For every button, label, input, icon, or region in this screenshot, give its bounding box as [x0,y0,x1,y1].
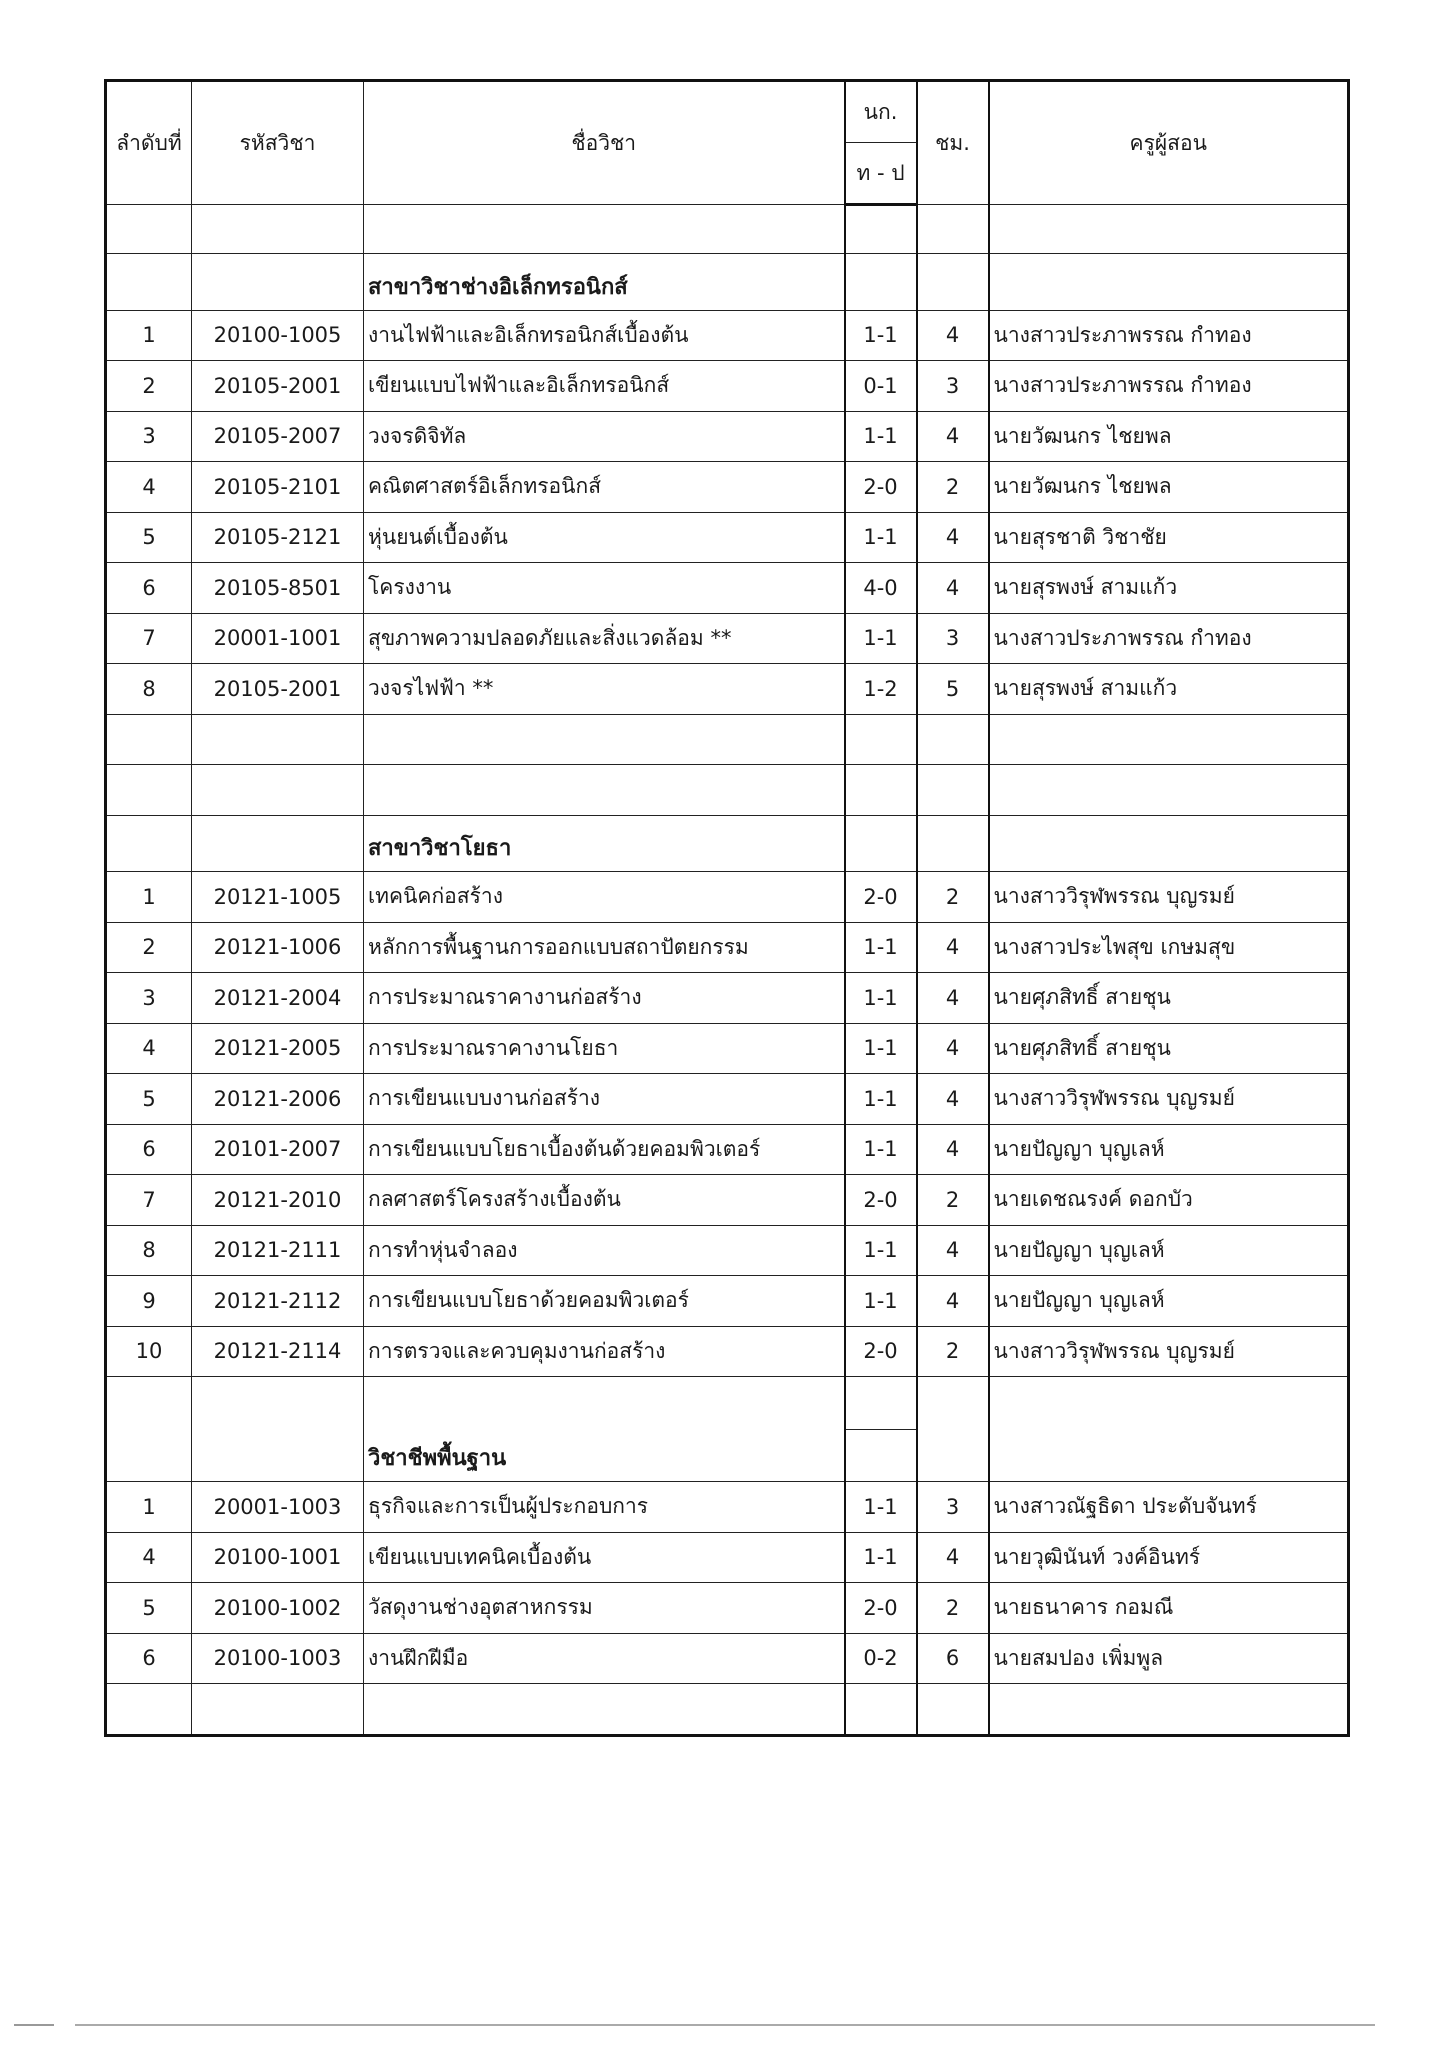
theory-practice-cell: 1-1 [845,1124,917,1175]
course-table [104,79,1350,1737]
empty-cell [989,765,1349,816]
table-row [106,1532,1349,1583]
table-row [106,1175,1349,1226]
table-row [106,1482,1349,1533]
table-body [106,205,1349,1736]
table-row [106,1124,1349,1175]
section-title: สาขาวิชาโยธา [364,815,845,872]
seq-cell: 3 [106,973,192,1024]
course-name-cell: งานฝึกฝีมือ [364,1633,845,1684]
hours-cell: 3 [917,613,989,664]
table-row [106,462,1349,513]
empty-cell [364,1684,845,1736]
empty-cell [845,1684,917,1736]
hours-cell: 3 [917,1482,989,1533]
course-code-cell: 20001-1003 [192,1482,364,1533]
seq-cell: 4 [106,1532,192,1583]
seq-cell: 8 [106,1225,192,1276]
course-code-cell: 20121-2004 [192,973,364,1024]
table-row [106,664,1349,715]
table-row [106,922,1349,973]
seq-cell: 7 [106,1175,192,1226]
course-code-cell: 20105-2007 [192,411,364,462]
course-code-cell: 20121-2006 [192,1074,364,1125]
course-code-cell: 20121-2114 [192,1326,364,1377]
hours-cell: 2 [917,1175,989,1226]
table-row [106,361,1349,412]
empty-cell [917,1684,989,1736]
hours-cell: 4 [917,1276,989,1327]
header-hours: ชม. [917,81,989,205]
course-name-cell: การตรวจและควบคุมงานก่อสร้าง [364,1326,845,1377]
teacher-cell: นายสุรชาติ วิชาชัย [989,512,1349,563]
seq-cell: 1 [106,1482,192,1533]
hours-cell: 4 [917,310,989,361]
header-teacher: ครูผู้สอน [989,81,1349,205]
teacher-cell: นางสาวประไพสุข เกษมสุข [989,922,1349,973]
course-code-cell: 20100-1001 [192,1532,364,1583]
empty-cell [192,1377,364,1482]
header-theory-practice: ท - ป [845,143,917,205]
seq-cell: 6 [106,1633,192,1684]
empty-cell [106,714,192,765]
theory-practice-cell: 1-1 [845,411,917,462]
hours-cell: 4 [917,922,989,973]
teacher-cell: นายเดชณรงค์ ดอกบัว [989,1175,1349,1226]
theory-practice-cell: 1-1 [845,1023,917,1074]
section-header-row [106,815,1349,872]
teacher-cell: นายศุภสิทธิ์ สายชุน [989,1023,1349,1074]
hours-cell: 4 [917,411,989,462]
blank-row [106,714,1349,765]
course-name-cell: วงจรดิจิทัล [364,411,845,462]
course-code-cell: 20121-2005 [192,1023,364,1074]
seq-cell: 7 [106,613,192,664]
scan-artifact-line [75,2024,1375,2026]
course-code-cell: 20105-2001 [192,664,364,715]
teacher-cell: นางสาวประภาพรรณ กำทอง [989,310,1349,361]
course-code-cell: 20121-1005 [192,872,364,923]
theory-practice-cell: 0-1 [845,361,917,412]
hours-cell: 5 [917,664,989,715]
table-row [106,563,1349,614]
empty-cell [845,1377,917,1482]
course-code-cell: 20121-2111 [192,1225,364,1276]
seq-cell: 5 [106,1583,192,1634]
course-name-cell: วัสดุงานช่างอุตสาหกรรม [364,1583,845,1634]
seq-cell: 4 [106,462,192,513]
table-row [106,1225,1349,1276]
teacher-cell: นางสาวประภาพรรณ กำทอง [989,361,1349,412]
table-row [106,411,1349,462]
course-name-cell: การเขียนแบบงานก่อสร้าง [364,1074,845,1125]
teacher-cell: นางสาวประภาพรรณ กำทอง [989,613,1349,664]
course-code-cell: 20001-1001 [192,613,364,664]
course-name-cell: เขียนแบบเทคนิคเบื้องต้น [364,1532,845,1583]
empty-cell [917,815,989,872]
course-name-cell: การประมาณราคางานโยธา [364,1023,845,1074]
teacher-cell: นายปัญญา บุญเลห์ [989,1124,1349,1175]
empty-cell [106,815,192,872]
header-seq: ลำดับที่ [106,81,192,205]
empty-cell [106,1684,192,1736]
table-row [106,1326,1349,1377]
teacher-cell: นายวุฒินันท์ วงค์อินทร์ [989,1532,1349,1583]
blank-row [106,1684,1349,1736]
theory-practice-cell: 1-1 [845,613,917,664]
theory-practice-cell: 2-0 [845,1326,917,1377]
empty-cell [192,714,364,765]
hours-cell: 4 [917,563,989,614]
seq-cell: 9 [106,1276,192,1327]
theory-practice-cell: 1-1 [845,1482,917,1533]
teacher-cell: นายวัฒนกร ไชยพล [989,411,1349,462]
table-row [106,613,1349,664]
course-name-cell: สุขภาพความปลอดภัยและสิ่งแวดล้อม ** [364,613,845,664]
hours-cell: 2 [917,1583,989,1634]
hours-cell: 4 [917,1023,989,1074]
course-code-cell: 20105-2101 [192,462,364,513]
table-row [106,512,1349,563]
table-row [106,1023,1349,1074]
theory-practice-cell: 1-1 [845,1276,917,1327]
empty-cell [917,1377,989,1482]
course-schedule-sheet [104,79,1347,1737]
teacher-cell: นายวัฒนกร ไชยพล [989,462,1349,513]
empty-cell [917,765,989,816]
theory-practice-cell: 2-0 [845,1175,917,1226]
empty-cell [106,1377,192,1482]
seq-cell: 2 [106,361,192,412]
course-name-cell: วงจรไฟฟ้า ** [364,664,845,715]
theory-practice-cell: 0-2 [845,1633,917,1684]
scan-artifact-line [14,2024,54,2026]
table-row [106,1633,1349,1684]
seq-cell: 1 [106,310,192,361]
course-code-cell: 20100-1005 [192,310,364,361]
theory-practice-cell: 1-1 [845,512,917,563]
hours-cell: 4 [917,1074,989,1125]
teacher-cell: นายธนาคาร กอมณี [989,1583,1349,1634]
table-row [106,872,1349,923]
course-code-cell: 20100-1002 [192,1583,364,1634]
header-credit: นก. [845,81,917,143]
theory-practice-cell: 1-2 [845,664,917,715]
empty-cell [917,205,989,254]
teacher-cell: นางสาววิรุฬพรรณ บุญรมย์ [989,1326,1349,1377]
course-code-cell: 20105-2001 [192,361,364,412]
seq-cell: 8 [106,664,192,715]
empty-cell [192,1684,364,1736]
theory-practice-cell: 1-1 [845,1225,917,1276]
empty-cell [364,765,845,816]
hours-cell: 4 [917,1225,989,1276]
empty-cell [989,1684,1349,1736]
section-header-row [106,254,1349,311]
table-row [106,973,1349,1024]
course-code-cell: 20121-2010 [192,1175,364,1226]
teacher-cell: นางสาววิรุฬพรรณ บุญรมย์ [989,1074,1349,1125]
course-name-cell: โครงงาน [364,563,845,614]
empty-cell [989,254,1349,311]
theory-practice-cell: 2-0 [845,1583,917,1634]
table-row [106,1583,1349,1634]
empty-cell [106,205,192,254]
hours-cell: 2 [917,462,989,513]
course-name-cell: การเขียนแบบโยธาด้วยคอมพิวเตอร์ [364,1276,845,1327]
teacher-cell: นางสาวณัฐธิดา ประดับจันทร์ [989,1482,1349,1533]
table-row [106,310,1349,361]
course-name-cell: หุ่นยนต์เบื้องต้น [364,512,845,563]
seq-cell: 5 [106,512,192,563]
empty-cell [192,815,364,872]
theory-practice-cell: 2-0 [845,462,917,513]
table-row [106,1276,1349,1327]
empty-cell [192,254,364,311]
hours-cell: 6 [917,1633,989,1684]
seq-cell: 3 [106,411,192,462]
teacher-cell: นางสาววิรุฬพรรณ บุญรมย์ [989,872,1349,923]
teacher-cell: นายปัญญา บุญเลห์ [989,1276,1349,1327]
empty-cell [845,815,917,872]
course-name-cell: งานไฟฟ้าและอิเล็กทรอนิกส์เบื้องต้น [364,310,845,361]
cell-divider [846,1429,916,1430]
seq-cell: 6 [106,1124,192,1175]
empty-cell [192,205,364,254]
seq-cell: 10 [106,1326,192,1377]
hours-cell: 2 [917,872,989,923]
teacher-cell: นายสุรพงษ์ สามแก้ว [989,664,1349,715]
teacher-cell: นายปัญญา บุญเลห์ [989,1225,1349,1276]
course-code-cell: 20100-1003 [192,1633,364,1684]
header-code: รหัสวิชา [192,81,364,205]
empty-cell [917,254,989,311]
course-name-cell: คณิตศาสตร์อิเล็กทรอนิกส์ [364,462,845,513]
course-code-cell: 20121-1006 [192,922,364,973]
course-code-cell: 20121-2112 [192,1276,364,1327]
empty-cell [989,205,1349,254]
course-code-cell: 20105-2121 [192,512,364,563]
empty-cell [845,765,917,816]
hours-cell: 2 [917,1326,989,1377]
empty-cell [364,714,845,765]
empty-cell [364,205,845,254]
empty-cell [989,714,1349,765]
theory-practice-cell: 1-1 [845,973,917,1024]
course-name-cell: การเขียนแบบโยธาเบื้องต้นด้วยคอมพิวเตอร์ [364,1124,845,1175]
section-title: สาขาวิชาช่างอิเล็กทรอนิกส์ [364,254,845,311]
seq-cell: 5 [106,1074,192,1125]
empty-cell [192,765,364,816]
empty-cell [106,254,192,311]
empty-cell [106,765,192,816]
empty-cell [989,1377,1349,1482]
empty-cell [989,815,1349,872]
theory-practice-cell: 1-1 [845,1074,917,1125]
hours-cell: 4 [917,973,989,1024]
hours-cell: 4 [917,1124,989,1175]
course-name-cell: การประมาณราคางานก่อสร้าง [364,973,845,1024]
seq-cell: 2 [106,922,192,973]
course-code-cell: 20101-2007 [192,1124,364,1175]
table-row [106,1074,1349,1125]
theory-practice-cell: 2-0 [845,872,917,923]
teacher-cell: นายศุภสิทธิ์ สายชุน [989,973,1349,1024]
hours-cell: 4 [917,1532,989,1583]
empty-cell [845,205,917,254]
header-name: ชื่อวิชา [364,81,845,205]
blank-row [106,765,1349,816]
course-code-cell: 20105-8501 [192,563,364,614]
teacher-cell: นายสุรพงษ์ สามแก้ว [989,563,1349,614]
empty-cell [845,714,917,765]
seq-cell: 1 [106,872,192,923]
section-header-row [106,1377,1349,1482]
empty-cell [845,254,917,311]
course-name-cell: การทำหุ่นจำลอง [364,1225,845,1276]
empty-cell [917,714,989,765]
hours-cell: 3 [917,361,989,412]
section-title: วิชาชีพพื้นฐาน [364,1377,845,1482]
course-name-cell: หลักการพื้นฐานการออกแบบสถาปัตยกรรม [364,922,845,973]
teacher-cell: นายสมปอง เพิ่มพูล [989,1633,1349,1684]
theory-practice-cell: 1-1 [845,922,917,973]
course-name-cell: เขียนแบบไฟฟ้าและอิเล็กทรอนิกส์ [364,361,845,412]
seq-cell: 6 [106,563,192,614]
theory-practice-cell: 1-1 [845,310,917,361]
course-name-cell: กลศาสตร์โครงสร้างเบื้องต้น [364,1175,845,1226]
course-name-cell: ธุรกิจและการเป็นผู้ประกอบการ [364,1482,845,1533]
hours-cell: 4 [917,512,989,563]
blank-row [106,205,1349,254]
seq-cell: 4 [106,1023,192,1074]
theory-practice-cell: 4-0 [845,563,917,614]
theory-practice-cell: 1-1 [845,1532,917,1583]
course-name-cell: เทคนิคก่อสร้าง [364,872,845,923]
